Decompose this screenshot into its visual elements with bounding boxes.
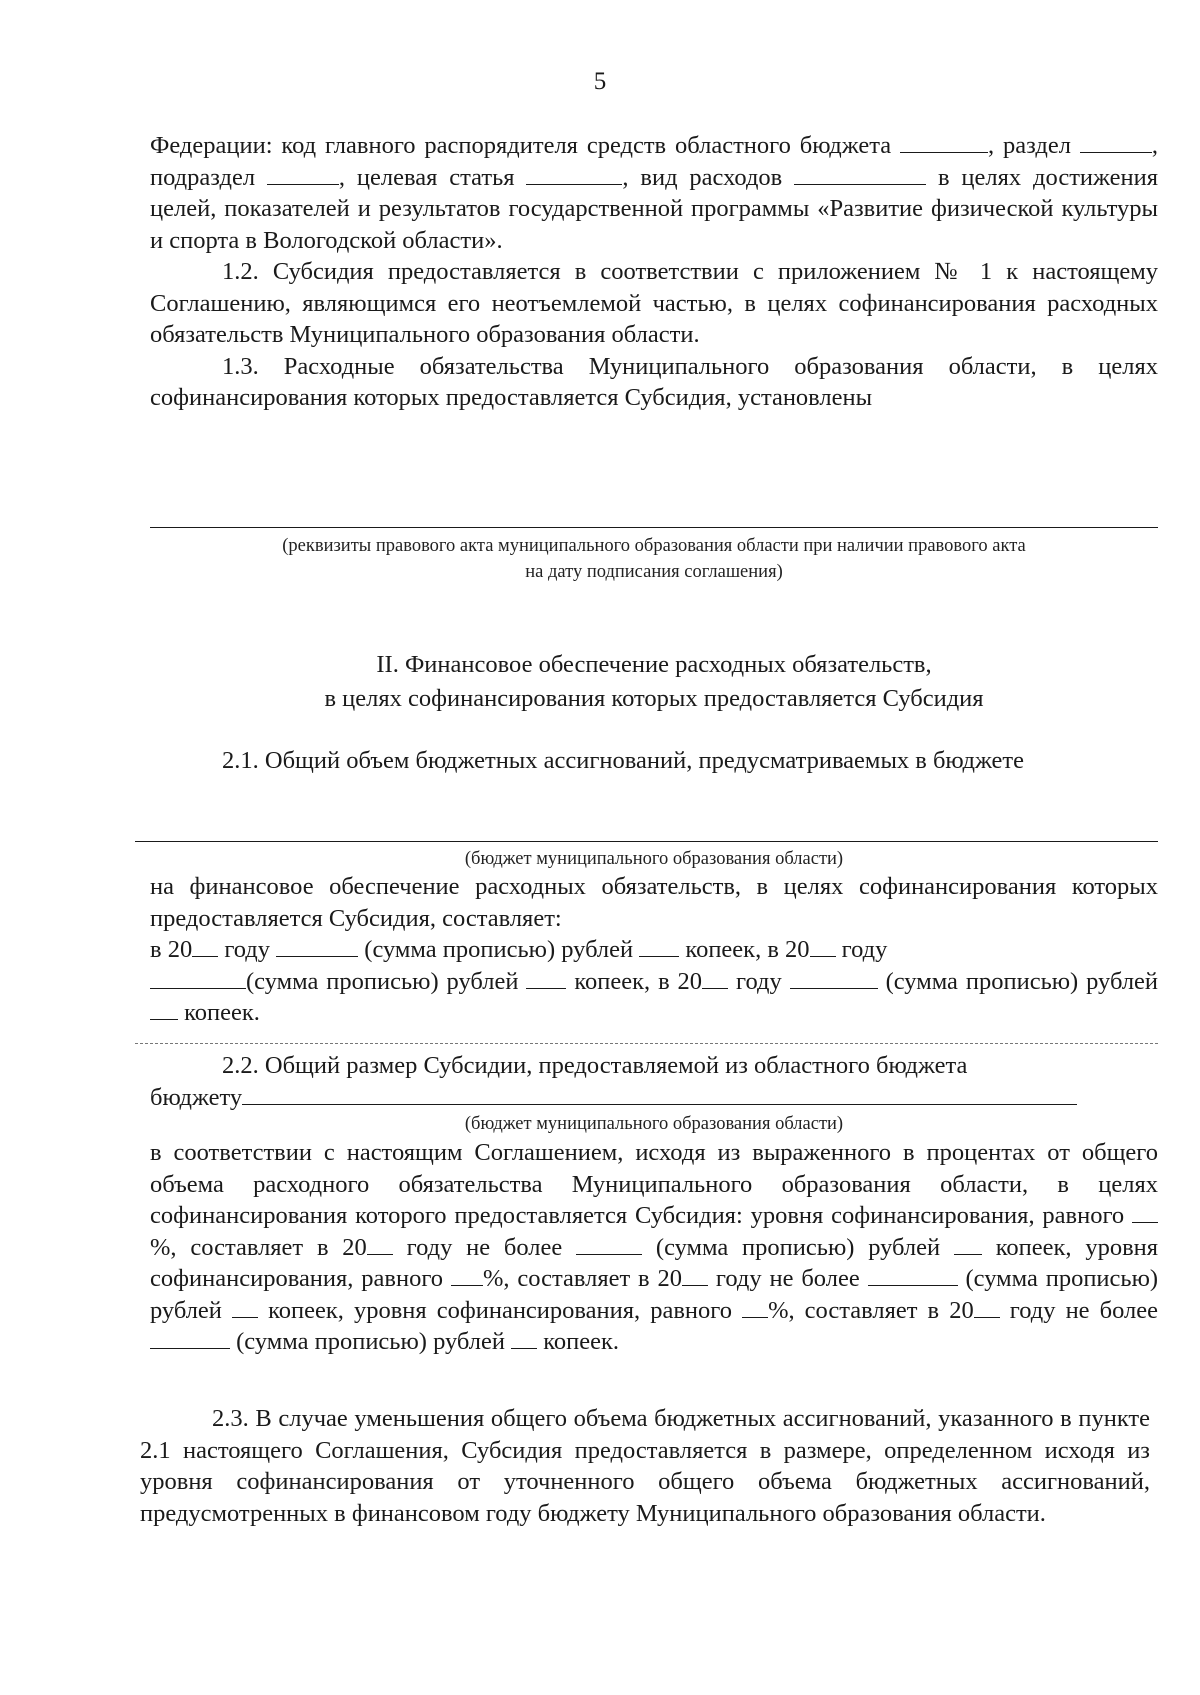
text-fragment: копеек, в 20: [685, 936, 810, 963]
text-fragment: копеек, в 20: [574, 967, 703, 995]
budget-line: [135, 841, 1158, 842]
blank-field: [790, 968, 878, 989]
text-fragment: , вид расходов: [622, 163, 783, 191]
text-fragment: году не более: [715, 1265, 860, 1292]
paragraph-2-1: [150, 745, 1158, 777]
blank-field: [526, 164, 622, 185]
blank-field: [954, 1234, 982, 1255]
blank-field: [192, 936, 218, 957]
text-fragment: %, составляет в 20: [768, 1296, 974, 1324]
paragraph-budget-codes: [150, 130, 1158, 414]
paragraph-2-2: [150, 1050, 1158, 1113]
blank-field: [232, 1297, 258, 1318]
text-fragment: году не более: [406, 1233, 563, 1261]
text-fragment: в соответствии с настоящим Соглашением, исходя из выраженного в процентах от общего объема расходного обязательства Муниципального образования области, в целях софинансирования которого предоставляется Субсидия: уровня софинансирования, равного: [150, 1139, 1158, 1229]
text-fragment: на финансовое обеспечение расходных обязательств, в целях софинансирования которых предоставляется Субсидия, составляет:: [150, 873, 1158, 932]
text-fragment: копеек, уровня софинансирования, равного: [268, 1296, 732, 1324]
blank-field: [682, 1265, 708, 1286]
blank-field: [526, 968, 566, 989]
blank-field: [639, 936, 679, 957]
blank-field: [1080, 132, 1152, 153]
text-fragment: копеек.: [543, 1328, 620, 1355]
blank-field: [451, 1265, 483, 1286]
text-fragment: Федерации: код главного распорядителя средств областного бюджета: [150, 132, 892, 159]
text-fragment: в 20: [150, 936, 193, 963]
text-fragment: году: [736, 967, 782, 995]
paragraph-2-2-text: 2.2. Общий размер Субсидии, предоставляемой из областного бюджета: [222, 1052, 968, 1079]
paragraph-2-2-continued: [150, 1137, 1158, 1358]
text-fragment: бюджету: [150, 1083, 243, 1111]
blank-field: [810, 936, 836, 957]
text-fragment: копеек, уровня софинансирования, равного: [150, 1233, 1159, 1292]
text-fragment: , подраздел: [150, 132, 1158, 191]
paragraph-2-1-text: 2.1. Общий объем бюджетных ассигнований, предусматриваемых в бюджете: [222, 747, 1025, 774]
text-fragment: (сумма прописью) рублей: [885, 967, 1159, 995]
caption-line: на дату подписания соглашения): [525, 562, 783, 582]
blank-field: [900, 132, 988, 153]
text-fragment: , целевая статья: [338, 163, 515, 191]
blank-field: [511, 1328, 537, 1349]
text-fragment: %, составляет в 20: [150, 1233, 367, 1261]
paragraph-1-2: 1.2. Субсидия предоставляется в соответствии с приложением № 1 к настоящему Соглашению, являющимся его неотъемлемой частью, в целях софинансирования расходных обязательств Муниципального образования области.: [150, 258, 1158, 348]
blank-field: [367, 1234, 393, 1255]
paragraph-2-3: [140, 1403, 1150, 1529]
text-fragment: (сумма прописью) рублей: [236, 1328, 505, 1355]
page-number: 5: [593, 68, 607, 95]
text-fragment: (сумма прописью) рублей: [150, 1265, 1159, 1324]
text-fragment: году: [224, 936, 271, 963]
blank-field: [242, 1084, 1077, 1105]
text-fragment: %, составляет в 20: [482, 1265, 682, 1292]
blank-field: [150, 968, 246, 989]
section-2-heading: [150, 648, 1158, 716]
blank-field: [1132, 1202, 1158, 1223]
caption-line: (реквизиты правового акта муниципального образования области при наличии правового акта: [282, 536, 1026, 556]
heading-line: II. Финансовое обеспечение расходных обязательств,: [376, 651, 932, 678]
heading-line: в целях софинансирования которых предоставляется Субсидия: [324, 685, 984, 712]
text-fragment: копеек.: [184, 999, 260, 1026]
blank-field: [868, 1265, 958, 1286]
blank-field: [794, 164, 926, 185]
text-fragment: (сумма прописью) рублей: [246, 967, 519, 995]
budget-caption: (бюджет муниципального образования области): [464, 849, 844, 869]
blank-field: [702, 968, 728, 989]
text-fragment: году не более: [1009, 1296, 1159, 1324]
text-fragment: в целях достижения целей, показателей и результатов государственной программы «Развитие физической культуры и спорта в Вологодской области».: [150, 163, 1159, 254]
legal-act-caption: [150, 533, 1158, 585]
paragraph-2-1-continued: [150, 871, 1158, 1029]
separator-line: [135, 1043, 1158, 1044]
text-fragment: году: [841, 936, 888, 963]
budget-caption-2: (бюджет муниципального образования области): [464, 1114, 844, 1134]
blank-field: [150, 1328, 230, 1349]
blank-field: [150, 999, 178, 1020]
text-fragment: , раздел: [988, 132, 1071, 159]
blank-field: [276, 936, 358, 957]
text-fragment: (сумма прописью) рублей: [364, 936, 634, 963]
blank-field: [974, 1297, 1000, 1318]
legal-act-line: [150, 527, 1158, 528]
blank-field: [576, 1234, 642, 1255]
paragraph-2-3-text: 2.3. В случае уменьшения общего объема бюджетных ассигнований, указанного в пункте 2.1 настоящего Соглашения, Субсидия предоставляется в размере, определенном исходя из уровня софинансирования от уточненного общего объема бюджетных ассигнований, предусмотренных в финансовом году бюджету Муниципального образования области.: [140, 1405, 1150, 1527]
paragraph-1-3: 1.3. Расходные обязательства Муниципального образования области, в целях софинансирования которых предоставляется Субсидия, установлены: [150, 352, 1158, 411]
blank-field: [267, 164, 339, 185]
text-fragment: (сумма прописью) рублей: [655, 1233, 941, 1261]
blank-field: [742, 1297, 768, 1318]
